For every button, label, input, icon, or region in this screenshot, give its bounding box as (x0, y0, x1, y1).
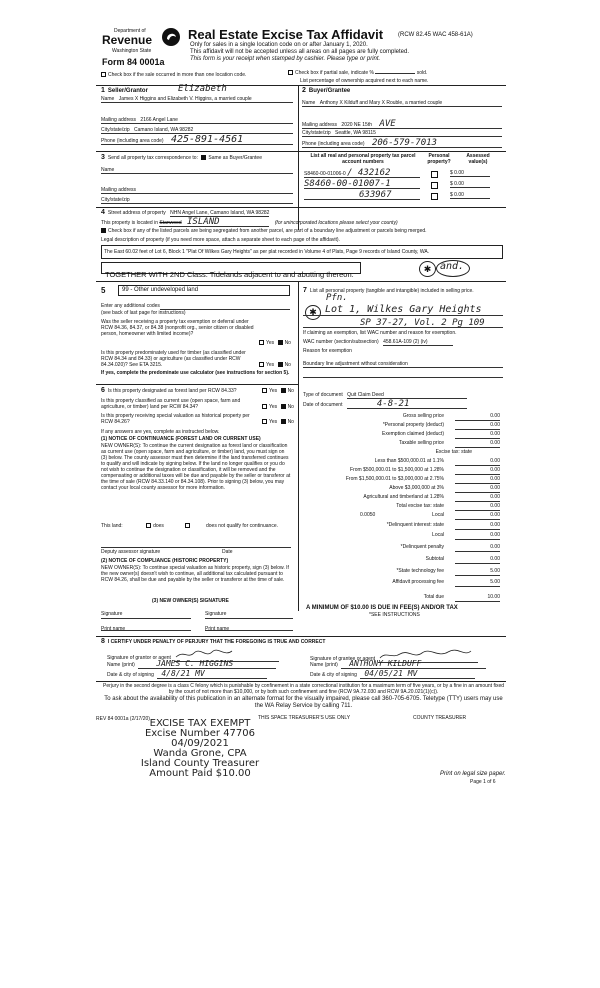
yes-checkbox[interactable] (259, 362, 264, 367)
exemption-question: Was the seller receiving a property tax exemption or deferral under RCW 84.36, 84.37, or 84.38 (nonprofit org., senior citizen or disabled person, homeowner with limited income)? (101, 319, 254, 337)
section3-mailing-field[interactable]: Mailing address (101, 187, 293, 194)
buyer-phone-field[interactable]: Phone (including area code) 206-579-7013 (302, 140, 502, 148)
exemption-yes-no[interactable]: Yes No (259, 340, 291, 346)
no-checkbox[interactable] (281, 404, 286, 409)
new-owner-signature-title: (3) NEW OWNER(S) SIGNATURE (152, 598, 229, 604)
legal-description-label: Legal description of property (if you need more space, attach a separate sheet to each page of the affidavit). (101, 237, 340, 243)
partial-sale-checkbox[interactable] (288, 70, 427, 76)
if-yes-note: If any answers are yes, complete as instructed below. (101, 429, 220, 435)
assessed-value: $ 0.00 (450, 170, 490, 177)
grantee-name-value[interactable]: ANTHONY KILDUFF (349, 659, 422, 668)
form-number: Form 84 0001a (102, 57, 165, 67)
tax-row: *Delinquent penalty 0.00 (400, 544, 500, 550)
located-in-row: This property is located in Stanwood ISLAND (for unincorporated locations please select your county) (101, 217, 398, 227)
no-checkbox[interactable] (278, 362, 283, 367)
multiple-location-checkbox[interactable] (101, 72, 246, 78)
new-owner-print-2[interactable]: Print name (205, 626, 230, 632)
notice1-text: NEW OWNER(S): To continue the current designation as forest land or classification as current use (open space, farm and agriculture, or timber) land, you must sign on (3) below. The county assessor must then determine if the land transferred continues to qualify and will indicate by signing below. If the land no longer qualifies or you do not wish to continue the designation or classification, it will be removed and the compensating or additional taxes will be due and payable by the seller or transferor at the time of sale (RCW 84.33.140 or 84.34.108). Prior to signing (3) below, you may contact your local county assessor for more information. (101, 443, 291, 491)
timber-yes-no[interactable]: Yes No (259, 362, 291, 368)
stamp-line-3: 04/09/2021 (171, 738, 229, 749)
grantor-name-row: Name (print) JAMES C. HIGGINS (107, 661, 276, 669)
timber-note: If yes, complete the predominate use calculator (see instructions for section 5). (101, 370, 290, 376)
does-not-qualify: does not qualify for continuance. (206, 523, 278, 529)
grantee-signature-row: Signature of grantee or agent (310, 650, 478, 663)
together-handwritten-circle (436, 260, 470, 277)
tax-row: Above $3,000,000 at 3% 0.00 (389, 485, 500, 491)
no-checkbox[interactable] (281, 388, 286, 393)
header-note-1: Only for sales in a single location code on or after January 1, 2020. (190, 42, 368, 48)
timber-question: Is this property predominately used for timber (as classified under RCW 84.34 and 84.33) or agriculture (as classified under RCW 84.34.020)? See ETA 3215. (101, 350, 246, 368)
minimum-due-note: A MINIMUM OF $10.00 IS DUE IN FEE(S) AND/OR TAX (306, 605, 458, 611)
dept-line1: Department of (114, 28, 146, 34)
seller-mailing-field[interactable]: Mailing address 2166 Angel Lane (101, 117, 293, 124)
seller-name-field[interactable]: Name James X Higgins and Elizabeth V. Higgins, a married couple (101, 96, 293, 103)
checkbox[interactable] (101, 72, 106, 77)
buyer-name-field[interactable]: Name Anthony X Kilduff and Mary X Rouble, a married couple (302, 100, 502, 107)
no-checkbox[interactable] (281, 419, 286, 424)
section7-handwritten-prefix: Pfn. (326, 293, 348, 303)
tax-row: *State technology fee 5.00 (396, 568, 500, 574)
tax-row: *Delinquent interest: state 0.00 (386, 522, 500, 528)
tax-row: Less than $500,000.01 at 1.1% 0.00 (374, 458, 500, 464)
assessed-value: $ 0.00 (450, 192, 490, 199)
seller-handwritten-name: Elizabeth (178, 84, 227, 94)
certify-heading: 8 I CERTIFY UNDER PENALTY OF PERJURY THAT THE FOREGOING IS TRUE AND CORRECT (101, 638, 326, 645)
county-treasurer-label: COUNTY TREASURER (413, 715, 467, 721)
grantee-date-row: Date & city of signing 04/05/21 MV (310, 671, 475, 679)
parcels-header-assessed: Assessed value(s) (466, 153, 490, 165)
parcel-row (304, 192, 502, 202)
together-handwritten: and. (440, 261, 465, 272)
parcels-header-personal: Personal property? (427, 153, 451, 165)
document-date-row: Date of document 4-8-21 (303, 401, 467, 409)
rev-code: REV 84 0001a (2/17/20) (96, 716, 150, 722)
dept-line3: Washington State (112, 48, 152, 54)
multiple-location-label: Check box if the sale occurred in more than one location code. (108, 72, 247, 78)
page-number: Page 1 of 6 (470, 779, 496, 785)
historic-yes-no[interactable]: Yes No (262, 419, 294, 425)
treasurer-stamp (140, 719, 260, 779)
grantor-name-value[interactable]: JAMES C. HIGGINS (156, 659, 234, 668)
new-owner-signature-1[interactable]: Signature (101, 611, 123, 617)
unincorporated-note: (for unincorporated locations please select your county) (274, 220, 398, 226)
tax-row: From $1,500,000.01 to $3,000,000 at 2.75% 0.00 (345, 476, 500, 482)
street-address-value: NHN Angel Lane, Camano Island, WA 98282 (170, 210, 270, 216)
buyer-mailing-field[interactable]: Mailing address 2020 NE 15th AVE (302, 121, 502, 129)
list-percentage-note: List percentage of ownership acquired next to each name. (300, 78, 429, 84)
located-handwritten: ISLAND (187, 217, 220, 227)
land-use-box[interactable] (118, 285, 290, 296)
new-owner-print-1[interactable]: Print name (101, 626, 126, 632)
additional-codes-label: Enter any additional codes (101, 303, 160, 309)
seller-city-field[interactable]: City/state/zip Camano Island, WA 98282 (101, 127, 293, 134)
does-checkbox[interactable] (146, 523, 151, 528)
reason-value[interactable]: Boundary line adjustment without consideration (303, 361, 503, 368)
seller-mailing-value: 2166 Angel Lane (140, 117, 178, 123)
section3-heading: 3 Send all property tax correspondence to: Same as Buyer/Grantee (101, 154, 262, 161)
parcel-row (304, 181, 502, 191)
tax-row: *Personal property (deduct) 0.00 (382, 422, 500, 428)
claiming-exemption-label: If claiming an exemption, list WAC number and reason for exemption. (303, 330, 457, 336)
seller-city-value: Camano Island, WA 98282 (134, 127, 194, 133)
parcels-header-list: List all real and personal property tax parcel account numbers (310, 153, 416, 165)
tax-row: Gross selling price 0.00 (402, 413, 500, 419)
tax-row: Total due 10.00 (423, 594, 500, 600)
personal-property-label: 7 List all personal property (tangible and intangible) included in selling price. (303, 287, 474, 294)
seller-name-value: James X Higgins and Elizabeth V. Higgins, a married couple (118, 96, 252, 102)
grantor-date-row: Date & city of signing 4/8/21 MV (107, 671, 267, 679)
stamp-line-1: EXCISE TAX EXEMPT (149, 718, 251, 729)
stamp-line-5: Island County Treasurer (140, 758, 260, 769)
section3-city-field[interactable]: City/state/zip (101, 197, 293, 204)
checkbox[interactable] (288, 70, 293, 75)
parcel-handwritten: 633967 (359, 190, 392, 200)
asterisk-circle-icon: ✱ (305, 305, 321, 320)
wac-row: WAC number (section/subsection) 458.61A-109 (2) (iv) (303, 339, 453, 346)
see-back-note: (see back of last page for instructions) (101, 310, 186, 316)
partial-sale-label: Check box if partial sale, indicate % (295, 70, 374, 76)
historic-question: Is this property receiving special valuation as historical property per RCW 84.26? (101, 413, 250, 425)
stamp-line-4: Wanda Grone, CPA (153, 748, 247, 759)
reason-label: Reason for exemption (303, 348, 352, 354)
parcel-handwritten: S8460-00-01007-1 (304, 179, 391, 189)
notice2-text: NEW OWNER(S): To continue special valuation as historic property, sign (3) below. If the new owner(s) doesn't wish to continue, all additional tax calculated pursuant to RCW 84.26, shall be due and payable by the seller or transferor at the time of sale. (101, 565, 289, 583)
buyer-phone-value: 206-579-7013 (371, 138, 437, 148)
land-use-value: 99 - Other undeveloped land (122, 287, 199, 293)
stamp-line-6: Amount Paid $10.00 (149, 768, 251, 779)
buyer-heading: 2 Buyer/Grantee (302, 87, 351, 94)
form-rcw: (RCW 82.45 WAC 458-61A) (398, 32, 473, 38)
tax-row: From $500,000.01 to $1,500,000 at 1.28% 0.00 (350, 467, 500, 473)
yes-checkbox[interactable] (262, 388, 267, 393)
revenue-logo-icon (161, 27, 181, 47)
grantor-date-value[interactable]: 4/8/21 MV (161, 669, 205, 678)
same-as-buyer-checkbox[interactable] (201, 155, 206, 160)
personal-property-checkbox[interactable] (431, 171, 438, 178)
section7-handwritten-line2: SP 37-27, Vol. 2 Pg 109 (360, 318, 485, 328)
tax-row: Agricultural and timberland at 1.28% 0.00 (363, 494, 500, 500)
parcel-handwritten: / 432162 (347, 168, 391, 178)
tax-row: Total excise tax: state 0.00 (396, 503, 500, 509)
section7-handwritten-line1: Lot 1, Wilkes Gary Heights (325, 304, 482, 315)
same-as-buyer-label: Same as Buyer/Grantee (208, 155, 262, 161)
local-rate: 0.0050 (360, 512, 376, 518)
tax-row: Affidavit processing fee 5.00 (392, 579, 500, 585)
does-not-checkbox[interactable] (185, 523, 190, 528)
form-title: Real Estate Excise Tax Affidavit (188, 27, 384, 42)
tax-row: 0.0050 Local 0.00 (360, 512, 500, 518)
grantee-date-value[interactable]: 04/05/21 MV (364, 669, 418, 678)
legal-description-box[interactable] (101, 245, 503, 259)
header-note-3: This form is your receipt when stamped by cashier. Please type or print. (190, 56, 381, 62)
see-instructions-note: *SEE INSTRUCTIONS (369, 612, 420, 618)
buyer-mailing-handwritten: AVE (379, 119, 396, 129)
buyer-name-value: Anthony X Kilduff and Mary X Rouble, a married couple (319, 100, 443, 106)
section3-name-field[interactable]: Name (101, 167, 293, 174)
this-land-row: This land: does (101, 523, 192, 529)
perjury-note: Perjury in the second degree is a class C felony which is punishable by confinement in a state correctional institution for a maximum term of five years, or by a fine in an amount fixed by the court of not more than $10,000, or by both such confinement and fine (RCW 9A.72.030 and RCW 9A.20.021(1)(c)). (102, 683, 505, 695)
legal-description-text: The East 60.02 feet of Lot 6, Block 1 "Plat Of Wilkes Gary Heights" as per plat recorded in Volume 4 of Plats, Page 9 records of Island County, WA. (104, 249, 430, 255)
wac-value[interactable]: 458.61A-109 (2) (iv) (383, 339, 453, 346)
section5-number: 5 (101, 286, 106, 295)
located-struck: Stanwood (159, 220, 182, 226)
new-owner-signature-2[interactable]: Signature (205, 611, 227, 617)
stamp-line-2: Excise Number 47706 (144, 728, 256, 739)
together-with-text: TOGETHER WITH 2ND Class. Tidelands adjacent to and abutting thereon. (105, 270, 354, 279)
notice2-title: (2) NOTICE OF COMPLIANCE (HISTORIC PROPERTY) (101, 558, 229, 564)
tax-row: Exemption claimed (deduct) 0.00 (382, 431, 500, 437)
parcel-number: S8460-00-01006-0 (304, 171, 346, 177)
personal-property-checkbox[interactable] (431, 193, 438, 200)
deputy-signature-label: Deputy assessor signature (101, 549, 161, 555)
grantor-signature-icon (174, 650, 234, 659)
sold-label: sold. (416, 70, 428, 76)
current-use-yes-no[interactable]: Yes No (262, 404, 294, 410)
no-checkbox[interactable] (278, 340, 283, 345)
document-type-value[interactable]: Quit Claim Deed (347, 392, 467, 399)
segregated-checkbox[interactable] (101, 228, 106, 233)
grantor-signature-row: Signature of grantor or agent (107, 650, 279, 662)
segregated-label: Check box if any of the listed parcels are being segregated from another parcel, are part of a boundary line adjustment or parcels being merged. (108, 228, 427, 234)
print-legal-note: Print on legal size paper. (440, 771, 506, 777)
together-with-box[interactable] (101, 262, 361, 279)
seller-phone-value: 425-891-4561 (170, 134, 244, 145)
tax-row: Local 0.00 (432, 532, 500, 538)
yes-checkbox[interactable] (262, 404, 267, 409)
tax-row: Subtotal 0.00 (425, 556, 500, 562)
alt-format-note: To ask about the availability of this publication in an alternate format for the visually impaired, please call 360-705-6705. Teletype (TTY) users may use the WA Relay Service by calling 711. (104, 696, 503, 709)
yes-checkbox[interactable] (262, 419, 267, 424)
buyer-city-field[interactable]: City/state/zip Seattle, WA 98115 (302, 130, 502, 137)
document-date-value[interactable]: 4-8-21 (376, 399, 410, 409)
forest-yes-no[interactable]: Yes No (262, 388, 294, 394)
buyer-city-value: Seattle, WA 98115 (335, 130, 376, 136)
header-note-2: This affidavit will not be accepted unless all areas on all pages are fully completed. (190, 49, 410, 55)
tax-row: Taxable selling price 0.00 (398, 440, 500, 446)
yes-checkbox[interactable] (259, 340, 264, 345)
deputy-date-label: Date (222, 549, 233, 555)
treasurer-use-only: THIS SPACE TREASURER'S USE ONLY (258, 715, 351, 721)
notice1-title: (1) NOTICE OF CONTINUANCE (FOREST LAND OR CURRENT USE) (101, 436, 261, 442)
forest-question: 6 Is this property designated as forest land per RCW 84.33? (101, 387, 237, 394)
buyer-mailing-value: 2020 NE 15th (341, 122, 373, 128)
dept-line2: Revenue (102, 33, 153, 47)
seller-phone-field[interactable]: Phone (including area code) 425-891-4561 (101, 137, 293, 145)
tax-row: Excise tax: state (435, 449, 472, 455)
street-address-row: 4 Street address of property NHN Angel Lane, Camano Island, WA 98282 (101, 209, 270, 216)
segregated-row[interactable] (101, 228, 427, 234)
grantee-name-row: Name (print) ANTHONY KILDUFF (310, 661, 486, 669)
current-use-question: Is this property classified as current use (open space, farm and agriculture, or timber) land per RCW 84.34? (101, 398, 241, 410)
asterisk-circle-icon: ✱ (419, 261, 436, 277)
seller-heading: 1 Seller/Grantor (101, 87, 148, 94)
personal-property-checkbox[interactable] (431, 182, 438, 189)
document-type-row: Type of document Quit Claim Deed (303, 392, 467, 399)
assessed-value: $ 0.00 (450, 181, 490, 188)
